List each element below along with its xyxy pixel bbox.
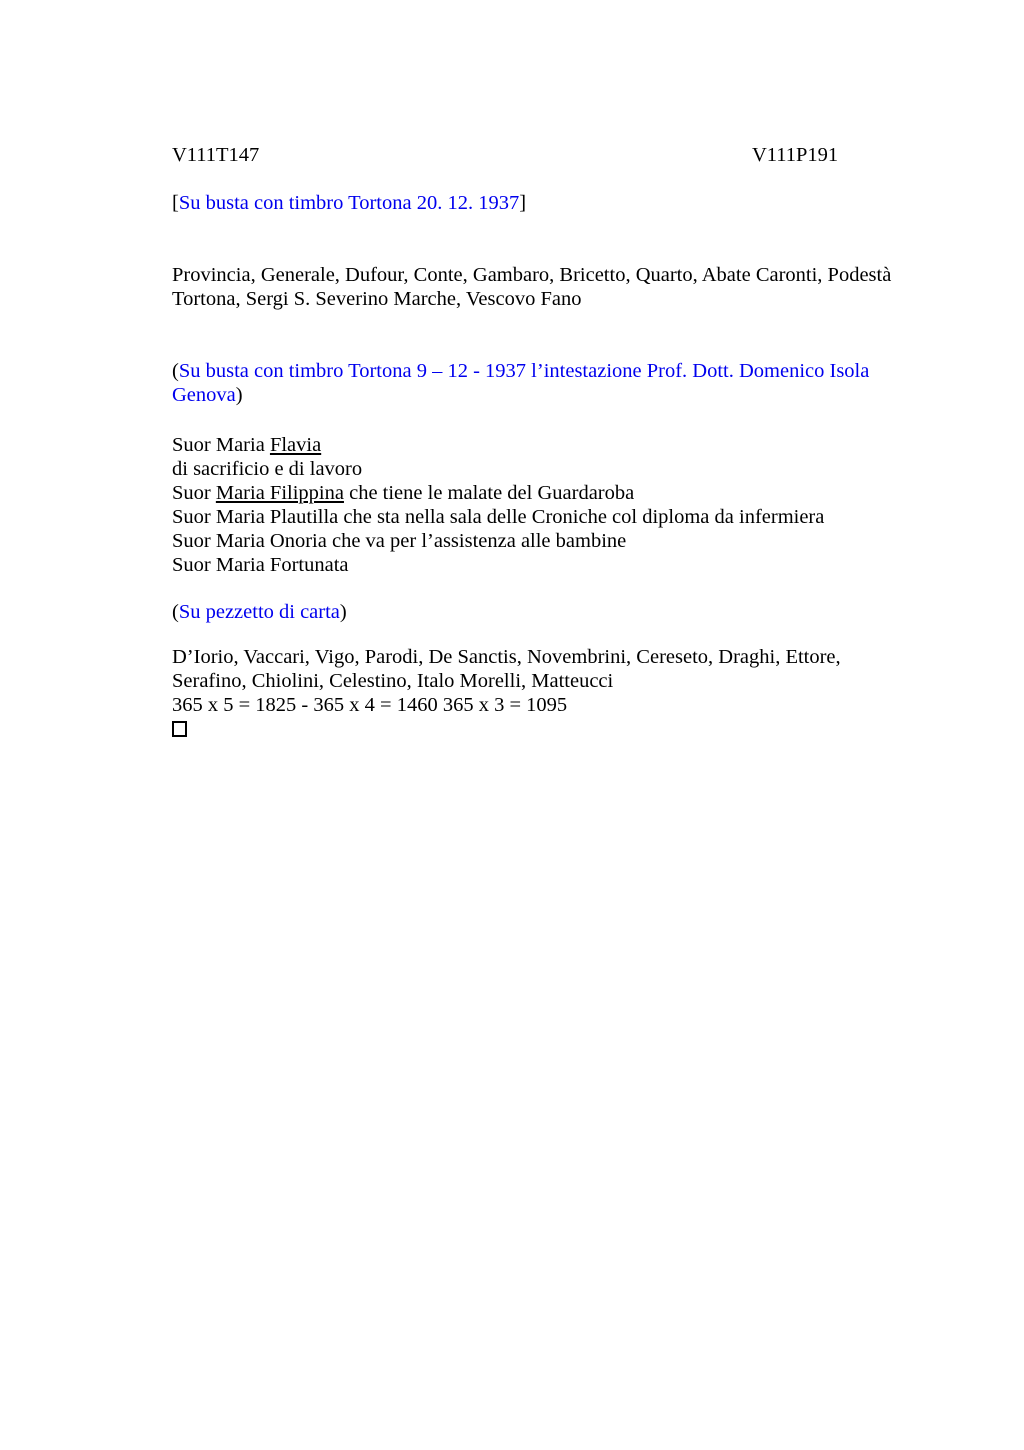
paragraph-line: D’Iorio, Vaccari, Vigo, Parodi, De Sanctis, Novembrini, Cereseto, Draghi, Ettore,	[172, 646, 841, 668]
annotation-line	[172, 191, 932, 215]
close-bracket: ]	[519, 192, 527, 214]
underlined-name: Maria Filippina	[215, 482, 344, 504]
paragraph-line: Tortona, Sergi S. Severino Marche, Vescovo Fano	[172, 288, 582, 310]
annotation-text: Su busta con timbro Tortona 9 – 12 - 1937 l’intestazione Prof. Dott. Domenico Isola	[178, 360, 870, 382]
list-item: Suor Maria Onoria che va per l’assistenza alle bambine	[172, 530, 627, 552]
header-row	[172, 143, 932, 167]
underlined-name: Flavia	[269, 434, 322, 456]
missing-character-box-icon	[172, 721, 187, 737]
annotation-busta-1937-12-20	[172, 191, 932, 215]
annotation-text: Su busta con timbro Tortona 20. 12. 1937	[178, 192, 520, 214]
list-item-text: Suor	[172, 482, 216, 504]
annotation-line	[172, 359, 932, 383]
names-paragraph-1	[172, 263, 932, 311]
annotation-text: Su pezzetto di carta	[178, 601, 340, 623]
names-paragraph-2	[172, 645, 932, 741]
list-item: Suor Maria Plautilla che sta nella sala delle Croniche col diploma da infermiera	[172, 506, 825, 528]
doc-code-left: V111T147	[172, 144, 260, 166]
list-item: Suor Maria Fortunata	[172, 554, 349, 576]
annotation-text: Genova	[172, 384, 236, 406]
annotation-busta-1937-12-9	[172, 359, 932, 407]
paragraph-line: Provincia, Generale, Dufour, Conte, Gambaro, Bricetto, Quarto, Abate Caronti, Podestà	[172, 264, 892, 286]
paragraph-line: Serafino, Chiolini, Celestino, Italo Morelli, Matteucci	[172, 670, 614, 692]
close-paren: )	[235, 384, 243, 406]
list-item: di sacrificio e di lavoro	[172, 458, 363, 480]
open-bracket: [	[172, 192, 179, 214]
annotation-line	[172, 383, 932, 407]
open-paren: (	[172, 601, 179, 623]
annotation-line	[172, 600, 932, 624]
list-item	[172, 433, 932, 457]
list-item	[172, 481, 932, 505]
list-item-text: Suor Maria	[172, 434, 270, 456]
open-paren: (	[172, 360, 179, 382]
annotation-pezzetto	[172, 600, 932, 624]
doc-code-right: V111P191	[752, 144, 839, 166]
list-item-text: che tiene le malate del Guardaroba	[343, 482, 635, 504]
close-paren: )	[339, 601, 347, 623]
paragraph-line: 365 x 5 = 1825 - 365 x 4 = 1460 365 x 3 = 1095	[172, 694, 568, 716]
paragraph-line	[172, 717, 932, 741]
suor-list	[172, 433, 932, 577]
